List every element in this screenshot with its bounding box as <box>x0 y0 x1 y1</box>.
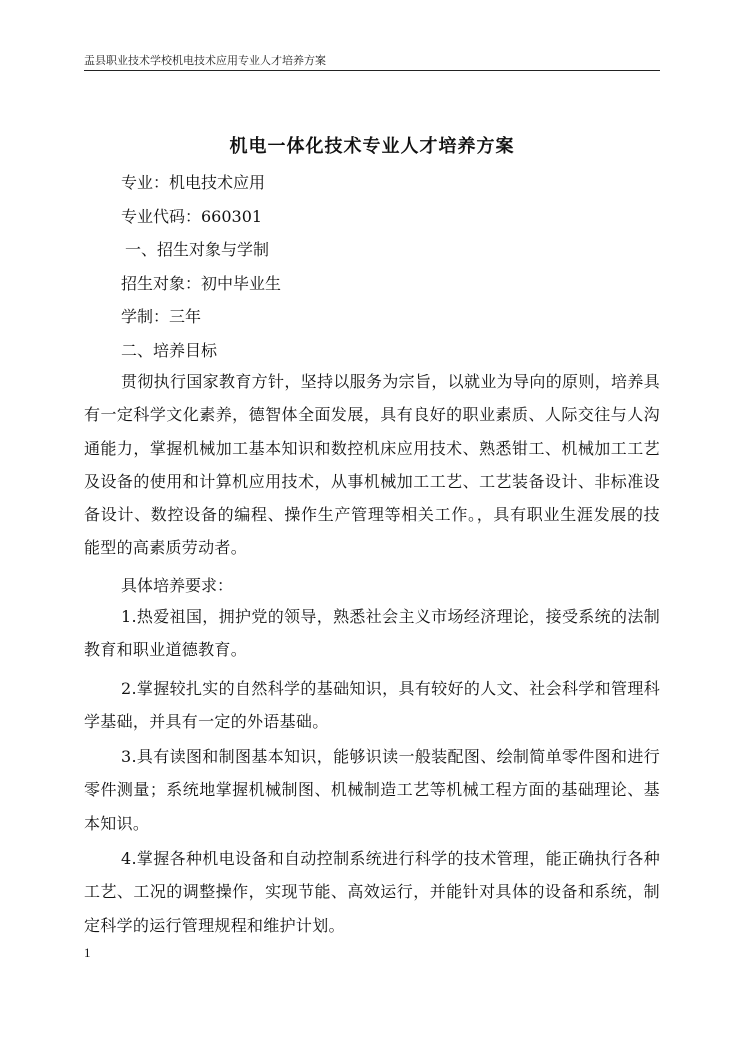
requirement-item-4: 4.掌握各种机电设备和自动控制系统进行科学的技术管理，能正确执行各种工艺、工况的调整操作，实现节能、高效运行，并能针对具体的设备和系统，制定科学的运行管理规程和维护计划。 <box>84 849 660 935</box>
requirements-heading: 具体培养要求： <box>121 576 234 595</box>
section-heading-enrollment: 一、招生对象与学制 <box>125 240 270 259</box>
major-line: 专业：机电技术应用 <box>121 173 266 192</box>
requirement-item-1: 1.热爱祖国，拥护党的领导，熟悉社会主义市场经济理论，接受系统的法制教育和职业道德教育。 <box>84 607 660 660</box>
header-divider <box>84 70 660 71</box>
requirement-item-3: 3.具有读图和制图基本知识，能够识读一般装配图、绘制简单零件图和进行零件测量；系统地掌握机械制图、机械制造工艺等机械工程方面的基础理论、基本知识。 <box>84 747 660 833</box>
enrollment-target-line: 招生对象：初中毕业生 <box>121 274 282 293</box>
duration-line: 学制：三年 <box>121 307 202 326</box>
page-number: 1 <box>84 945 91 960</box>
requirement-item-2: 2.掌握较扎实的自然科学的基础知识，具有较好的人文、社会科学和管理科学基础，并具有一定的外语基础。 <box>84 679 660 732</box>
goal-paragraph: 贯彻执行国家教育方针，坚持以服务为宗旨，以就业为导向的原则，培养具有一定科学文化素养，德智体全面发展，具有良好的职业素质、人际交往与人沟通能力，掌握机械加工基本知识和数控机床应用技术、熟悉钳工、机械加工工艺及设备的使用和计算机应用技术，从事机械加工工艺、工艺装备设计、非标准设备设计、数控设备的编程、操作生产管理等相关工作。，具有职业生涯发展的技能型的高素质劳动者。 <box>84 372 660 558</box>
major-code-line: 专业代码：660301 <box>121 207 263 226</box>
section-heading-goals: 二、培养目标 <box>121 341 218 360</box>
document-title: 机电一体化技术专业人才培养方案 <box>229 136 515 157</box>
page-header: 盂县职业技术学校机电技术应用专业人才培养方案 <box>84 54 326 67</box>
